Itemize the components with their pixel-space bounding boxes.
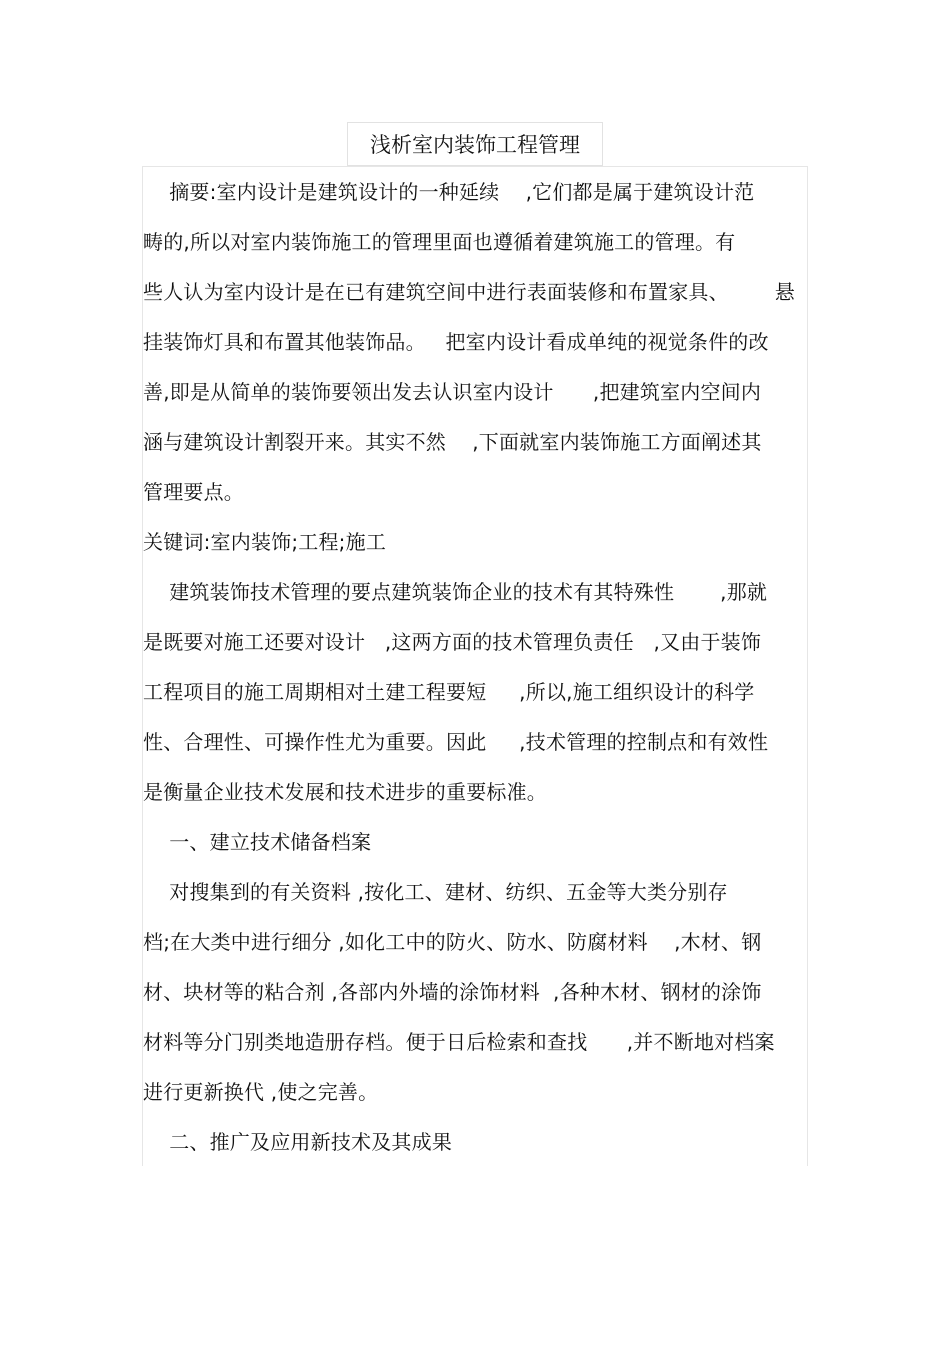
body-line: 建筑装饰技术管理的要点建筑装饰企业的技术有其特殊性 ,那就 (143, 580, 768, 604)
body-frame (142, 166, 808, 1166)
body-line: 畴的,所以对室内装饰施工的管理里面也遵循着建筑施工的管理。有 (143, 230, 736, 254)
body-line: 档;在大类中进行细分 ,如化工中的防火、防水、防腐材料 ,木材、钢 (143, 930, 762, 954)
body-line: 材、块材等的粘合剂 ,各部内外墙的涂饰材料 ,各种木材、钢材的涂饰 (143, 980, 762, 1004)
body-line: 摘要:室内设计是建筑设计的一种延续 ,它们都是属于建筑设计范 (143, 180, 755, 204)
body-line: 涵与建筑设计割裂开来。其实不然 ,下面就室内装饰施工方面阐述其 (143, 430, 762, 454)
document-title: 浅析室内装饰工程管理 (347, 122, 603, 166)
body-line: 对搜集到的有关资料 ,按化工、建材、纺织、五金等大类分别存 (143, 880, 728, 904)
body-line: 管理要点。 (143, 480, 244, 504)
body-line: 性、合理性、可操作性尤为重要。因此 ,技术管理的控制点和有效性 (143, 730, 769, 754)
body-line: 是既要对施工还要对设计 ,这两方面的技术管理负责任 ,又由于装饰 (143, 630, 762, 654)
body-line: 是衡量企业技术发展和技术进步的重要标准。 (143, 780, 547, 804)
body-line: 进行更新换代 ,使之完善。 (143, 1080, 379, 1104)
body-line: 材料等分门别类地造册存档。便于日后检索和查找 ,并不断地对档案 (143, 1030, 775, 1054)
body-line: 善,即是从简单的装饰要领出发去认识室内设计 ,把建筑室内空间内 (143, 380, 762, 404)
body-line: 挂装饰灯具和布置其他装饰品。 把室内设计看成单纯的视觉条件的改 (143, 330, 769, 354)
keywords-line: 关键词:室内装饰;工程;施工 (143, 530, 387, 554)
body-line: 些人认为室内设计是在已有建筑空间中进行表面装修和布置家具、 悬 (143, 280, 795, 304)
section-heading: 一、建立技术储备档案 (143, 830, 372, 854)
body-line: 工程项目的施工周期相对土建工程要短 ,所以,施工组织设计的科学 (143, 680, 755, 704)
section-heading: 二、推广及应用新技术及其成果 (143, 1130, 453, 1154)
